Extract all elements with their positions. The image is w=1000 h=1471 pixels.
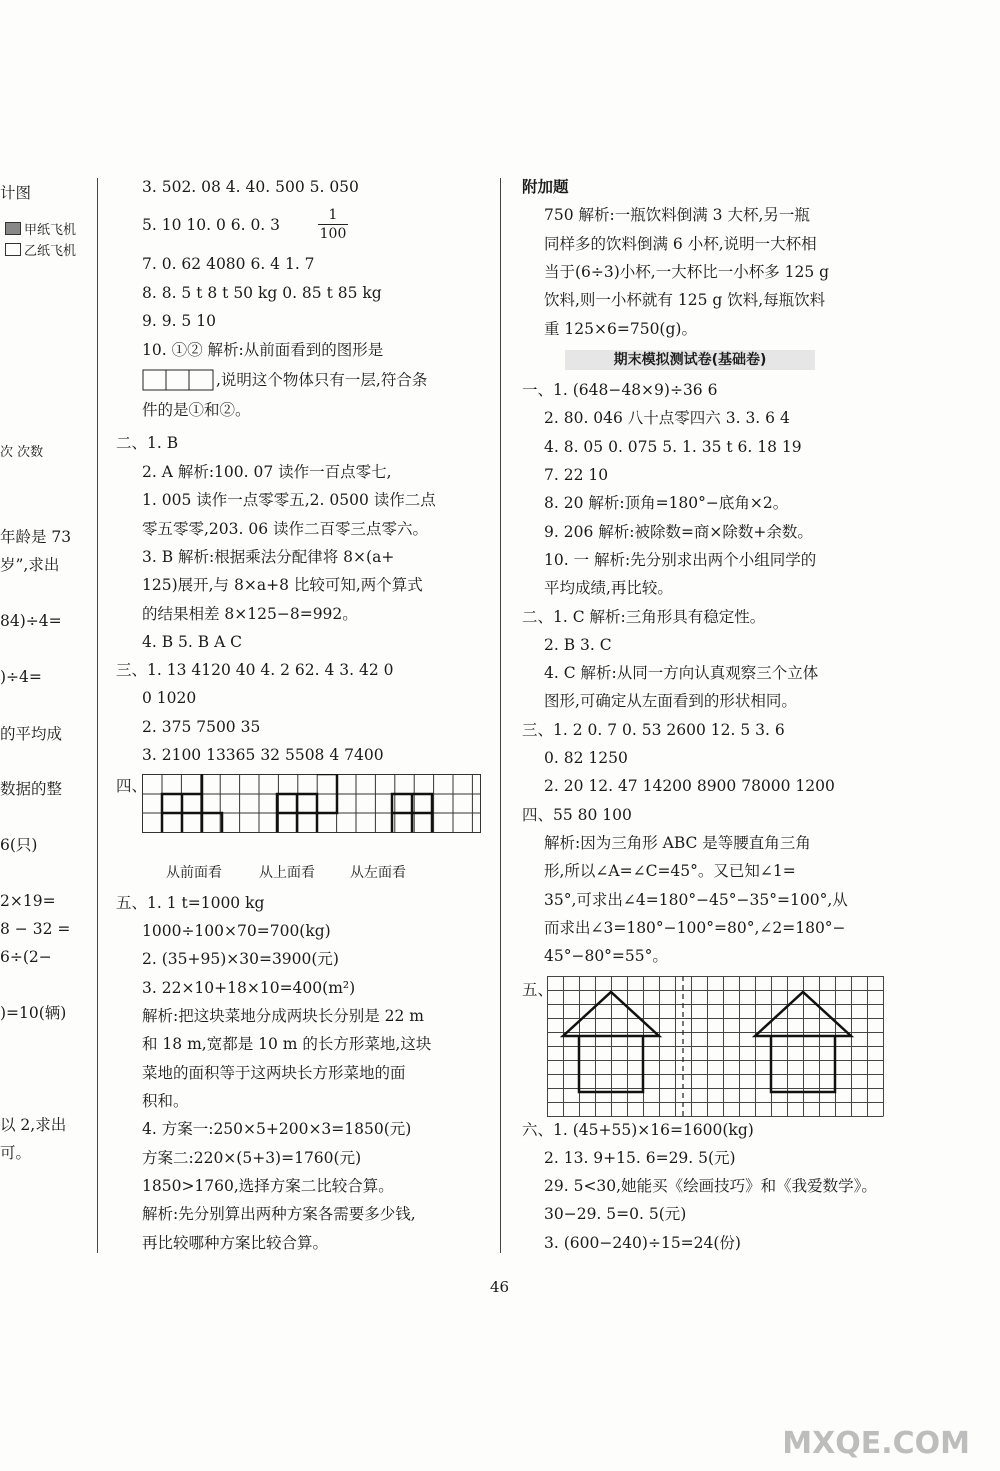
left-fragment: 2×19= [0,892,56,910]
answer-line: 同样多的饮料倒满 6 小杯,说明一大杯相 [544,235,817,253]
answer-line: 2. 375 7500 35 [142,718,261,736]
answer-line: 解析:把这块菜地分成两块长分别是 22 m [142,1007,424,1025]
left-fragment: 8 − 32 = [0,920,71,938]
section-heading: 附加题 [522,178,569,196]
answer-line: 2. A 解析:100. 07 读作一百点零七, [142,463,392,481]
page-number: 46 [490,1278,510,1296]
answer-line: 六、1. (45+55)×16=1600(kg) [522,1121,754,1139]
front-view-figure [142,369,214,391]
fraction-numerator: 1 [328,207,338,223]
left-fragment: 6÷(2− [0,948,52,966]
answer-line: 4. 8. 05 0. 075 5. 1. 35 t 6. 18 19 [544,438,802,456]
answer-line: 5. 10 10. 0 6. 0. 3 [142,216,281,234]
answer-line: 2. 20 12. 47 14200 8900 78000 1200 [544,777,835,795]
answer-line: 9. 206 解析:被除数=商×除数+余数。 [544,523,813,541]
answer-line: 三、1. 13 4120 40 4. 2 62. 4 3. 42 0 [116,661,394,679]
answer-line: 零五零零,203. 06 读作二百零三点零六。 [142,520,429,538]
left-fragment: 年龄是 73 [0,528,72,546]
answer-line: 饮料,则一小杯就有 125 g 饮料,每瓶饮料 [544,291,826,309]
answer-line: 3. 502. 08 4. 40. 500 5. 050 [142,178,359,196]
answer-line: 9. 9. 5 10 [142,312,216,330]
answer-line: 8. 20 解析:顶角=180°−底角×2。 [544,494,789,512]
answer-line: 和 18 m,宽都是 10 m 的长方形菜地,这块 [142,1035,432,1053]
watermark: MXQE.COM [782,1426,970,1461]
left-fragment: 计图 [0,184,32,202]
answer-line: 解析:因为三角形 ABC 是等腰直角三角 [544,834,811,852]
fraction-denominator: 100 [319,226,347,242]
answer-line: 解析:先分别算出两种方案各需要多少钱, [142,1205,416,1223]
answer-line: 3. (600−240)÷15=24(份) [544,1234,741,1252]
axis-label: 次 次数 [0,445,44,460]
answer-line: 750 解析:一瓶饮料倒满 3 大杯,另一瓶 [544,206,810,224]
symmetry-grid [547,976,887,1118]
answer-line: 方案二:220×(5+3)=1760(元) [142,1149,362,1167]
answer-line: 2. (35+95)×30=3900(元) [142,950,339,968]
left-fragment: 6(只) [0,836,38,854]
column-divider [500,178,501,1253]
left-fragment: 的平均成 [0,725,63,743]
answer-line: 三、1. 2 0. 7 0. 53 2600 12. 5 3. 6 [522,721,785,739]
view-caption: 从左面看 [350,865,406,881]
answer-line: 7. 0. 62 4080 6. 4 1. 7 [142,255,315,273]
answer-line: 二、1. C 解析:三角形具有稳定性。 [522,608,766,626]
answer-line: 2. B 3. C [544,636,612,654]
answer-line: 3. B 解析:根据乘法分配律将 8×(a+ [142,548,395,566]
left-fragment: 数据的整 [0,780,63,798]
answer-line: 45°−80°=55°。 [544,947,668,965]
left-fragment: )=10(辆) [0,1004,67,1022]
views-grid [142,774,482,834]
legend-swatch [5,222,21,235]
column-divider [97,178,98,1253]
section-label: 五、 [522,981,554,999]
answer-line: 29. 5<30,她能买《绘画技巧》和《我爱数学》。 [544,1177,877,1195]
answer-line: 4. B 5. B A C [142,633,243,651]
fraction [318,207,348,242]
left-fragment: )÷4= [0,668,42,686]
answer-line: 重 125×6=750(g)。 [544,320,697,338]
left-fragment: 84)÷4= [0,612,62,630]
answer-line: 1. 005 读作一点零零五,2. 0500 读作二点 [142,491,436,509]
answer-line: 图形,可确定从左面看到的形状相同。 [544,692,797,710]
answer-line: 8. 8. 5 t 8 t 50 kg 0. 85 t 85 kg [142,284,382,302]
answer-line: 形,所以∠A=∠C=45°。又已知∠1= [544,862,796,880]
answer-line: 0. 82 1250 [544,749,628,767]
legend-swatch [5,243,21,256]
answer-line: 2. 13. 9+15. 6=29. 5(元) [544,1149,736,1167]
answer-line: 积和。 [142,1092,189,1110]
answer-line: 菜地的面积等于这两块长方形菜地的面 [142,1064,406,1082]
left-fragment: 以 2,求出 [0,1116,67,1134]
legend-item: 甲纸飞机 [5,222,76,237]
answer-line: 再比较哪种方案比较合算。 [142,1234,329,1252]
answer-line: 五、1. 1 t=1000 kg [116,894,265,912]
answer-line: 2. 80. 046 八十点零四六 3. 3. 6 4 [544,409,790,427]
answer-line: 1000÷100×70=700(kg) [142,922,331,940]
answer-line: 的结果相差 8×125−8=992。 [142,605,358,623]
answer-line: ,说明这个物体只有一层,符合条 [216,371,428,389]
answer-line: 30−29. 5=0. 5(元) [544,1205,687,1223]
answer-line: 当于(6÷3)小杯,一大杯比一小杯多 125 g [544,263,830,281]
test-title: 期末模拟测试卷(基础卷) [565,350,815,370]
answer-line: 而求出∠3=180°−100°=80°,∠2=180°− [544,919,846,937]
fraction-bar [318,224,348,225]
answer-line: 3. 22×10+18×10=400(m²) [142,979,356,997]
answer-line: 四、55 80 100 [522,806,632,824]
left-fragment: 可。 [0,1144,32,1162]
view-caption: 从前面看 [166,865,222,881]
answer-line: 二、1. B [116,434,179,452]
left-fragment: 岁”,求出 [0,556,60,574]
answer-line: 7. 22 10 [544,466,609,484]
answer-line: 125)展开,与 8×a+8 比较可知,两个算式 [142,576,423,594]
legend-item: 乙纸飞机 [5,243,76,258]
answer-line: 4. C 解析:从同一方向认真观察三个立体 [544,664,819,682]
answer-line: 一、1. (648−48×9)÷36 6 [522,381,718,399]
answer-line: 0 1020 [142,689,197,707]
answer-line: 10. ①② 解析:从前面看到的图形是 [142,341,384,359]
answer-line: 3. 2100 13365 32 5508 4 7400 [142,746,384,764]
answer-line: 平均成绩,再比较。 [544,579,673,597]
answer-line: 1850>1760,选择方案二比较合算。 [142,1177,394,1195]
answer-line: 35°,可求出∠4=180°−45°−35°=100°,从 [544,891,848,909]
view-caption: 从上面看 [259,865,315,881]
answer-line: 件的是①和②。 [142,401,251,419]
answer-line: 4. 方案一:250×5+200×3=1850(元) [142,1120,412,1138]
answer-line: 10. 一 解析:先分别求出两个小组同学的 [544,551,817,569]
section-label: 四、 [116,777,148,795]
